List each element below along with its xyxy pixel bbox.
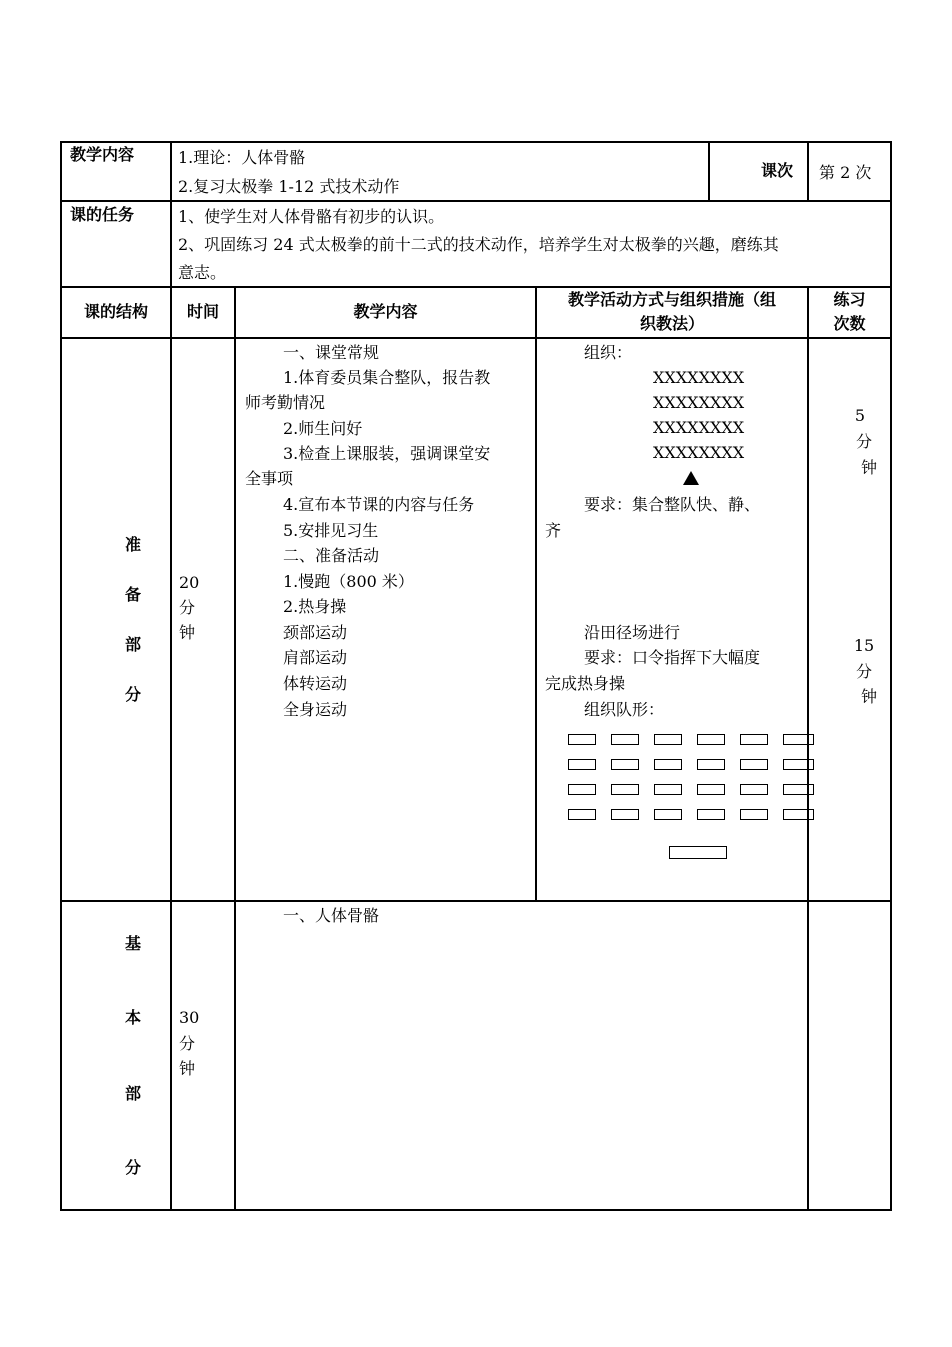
task-label: 课的任务 [70,205,135,224]
col-method-2: 织教法） [639,314,704,333]
formation-row-1: XXXXXXXX [653,368,745,387]
student-box [568,809,596,820]
teacher-box [669,846,727,859]
prep-content-13: 体转运动 [283,674,348,693]
basic-time-3: 钟 [179,1059,196,1078]
col-count-2: 次数 [833,314,866,333]
prep-content-4: 3.检查上课服装，强调课堂安 [283,444,491,463]
student-box [783,759,814,770]
content-label: 教学内容 [70,145,135,164]
student-box [611,734,639,745]
student-box [740,734,768,745]
prep-content-1: 1.体育委员集合整队，报告教 [283,368,491,387]
col-structure: 课的结构 [83,302,148,321]
basic-time-2: 分 [179,1034,196,1053]
student-box [654,734,682,745]
task-line-1: 1、使学生对人体骨骼有初步的认识。 [178,207,445,226]
content-line-1: 1.理论：人体骨骼 [178,148,306,167]
prep-section-char-1: 准 [125,535,142,554]
student-box [783,734,814,745]
task-line-2: 2、巩固练习 24 式太极拳的前十二式的技术动作，培养学生对太极拳的兴趣，磨练其 [178,235,779,254]
org-label: 组织： [584,343,633,362]
task-line-3: 意志。 [178,263,227,282]
col-count-1: 练习 [833,290,866,309]
prep-content-12: 肩部运动 [283,648,348,667]
track-text: 沿田径场进行 [584,623,681,642]
content-line-2: 2.复习太极拳 1-12 式技术动作 [178,177,400,196]
student-box [783,784,814,795]
basic-content-1: 一、人体骨骼 [283,906,380,925]
req1-line-1: 要求：集合整队快、静、 [584,495,761,514]
basic-section-char-2: 本 [125,1008,142,1027]
prep-content-11: 颈部运动 [283,623,348,642]
basic-section-char-3: 部 [125,1084,142,1103]
prep-content-7: 5.安排见习生 [283,521,379,540]
student-box [568,759,596,770]
prep-content-14: 全身运动 [283,700,348,719]
col-method-1: 教学活动方式与组织措施（组 [567,290,776,309]
formation-row-4: XXXXXXXX [653,443,745,462]
formation-row-2: XXXXXXXX [653,393,745,412]
prep-section-char-2: 备 [125,585,142,604]
count1-2: 分 [855,432,872,451]
prep-time-2: 分 [179,598,196,617]
req2-line-1: 要求：口令指挥下大幅度 [584,648,761,667]
basic-section-char-1: 基 [125,934,142,953]
count1-3: 钟 [860,458,877,477]
count2-1: 15 [853,636,875,655]
student-box [697,784,725,795]
count1-1: 5 [854,406,866,425]
prep-content-10: 2.热身操 [283,597,347,616]
lesson-label: 课次 [761,161,794,180]
student-box [654,809,682,820]
prep-time-3: 钟 [179,623,196,642]
prep-content-9: 1.慢跑（800 米） [283,572,414,591]
lesson-value: 第 2 次 [819,163,872,182]
prep-content-5: 全事项 [245,469,294,488]
student-box [783,809,814,820]
prep-content-8: 二、准备活动 [283,546,380,565]
basic-section-char-4: 分 [125,1158,142,1177]
student-box [654,784,682,795]
teacher-triangle-icon [683,471,699,485]
req2-line-2: 完成热身操 [545,674,626,693]
student-box [611,784,639,795]
formation-label: 组织队形： [584,700,665,719]
student-box [611,759,639,770]
student-box [654,759,682,770]
student-box [740,809,768,820]
count2-2: 分 [855,662,872,681]
count2-3: 钟 [860,687,877,706]
prep-content-6: 4.宣布本节课的内容与任务 [283,495,475,514]
basic-time-1: 30 [179,1008,200,1027]
student-box [697,734,725,745]
student-box [568,784,596,795]
req1-line-2: 齐 [545,521,562,540]
prep-content-2: 师考勤情况 [245,393,326,412]
student-box [740,759,768,770]
prep-section-char-4: 分 [125,685,142,704]
student-box [568,734,596,745]
student-box [611,809,639,820]
student-box [697,759,725,770]
prep-content-3: 2.师生问好 [283,419,363,438]
col-time: 时间 [186,302,219,321]
prep-time-1: 20 [179,573,200,592]
prep-section-char-3: 部 [125,635,142,654]
student-box [697,809,725,820]
student-box [740,784,768,795]
formation-row-3: XXXXXXXX [653,418,745,437]
prep-content-0: 一、课堂常规 [283,343,380,362]
col-content: 教学内容 [353,302,418,321]
